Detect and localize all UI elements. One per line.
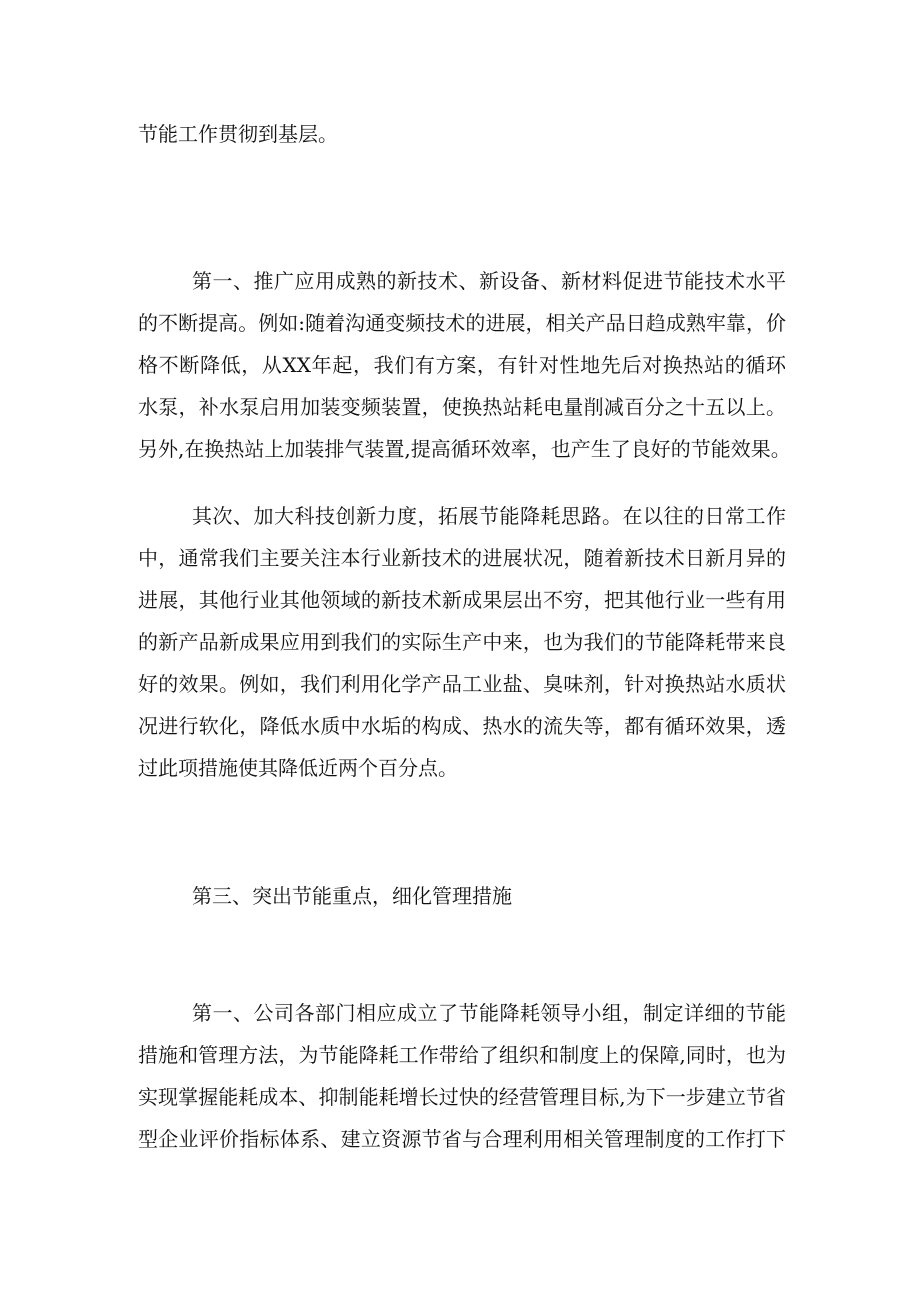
text-line: 的不断提高。例如:随着沟通变频技术的进展，相关产品日趋成熟牢靠，价 bbox=[138, 311, 786, 335]
text-line: 第一、公司各部门相应成立了节能降耗领导小组，制定详细的节能 bbox=[192, 1001, 786, 1025]
text-line: 过此项措施使其降低近两个百分点。 bbox=[138, 756, 458, 780]
text-line: 中，通常我们主要关注本行业新技术的进展状况，随着新技术日新月异的 bbox=[138, 546, 786, 570]
text-line: 第一、推广应用成熟的新技术、新设备、新材料促进节能技术水平 bbox=[192, 269, 786, 293]
text-line: 好的效果。例如，我们利用化学产品工业盐、臭味剂，针对换热站水质状 bbox=[138, 672, 786, 696]
text-line: 节能工作贯彻到基层。 bbox=[138, 122, 338, 146]
text-line: 另外,在换热站上加装排气装置,提高循环效率，也产生了良好的节能效果。 bbox=[138, 437, 791, 461]
text-line: 水泵，补水泵启用加装变频装置，使换热站耗电量削减百分之十五以上。 bbox=[138, 395, 786, 419]
text-line: 实现掌握能耗成本、抑制能耗增长过快的经营管理目标,为下一步建立节省 bbox=[138, 1085, 786, 1109]
text-line: 况进行软化，降低水质中水垢的构成、热水的流失等，都有循环效果，透 bbox=[138, 714, 786, 738]
text-line: 型企业评价指标体系、建立资源节省与合理利用相关管理制度的工作打下 bbox=[138, 1127, 786, 1151]
text-line: 的新产品新成果应用到我们的实际生产中来，也为我们的节能降耗带来良 bbox=[138, 630, 786, 654]
text-line: 其次、加大科技创新力度，拓展节能降耗思路。在以往的日常工作 bbox=[192, 504, 786, 528]
text-line: 措施和管理方法，为节能降耗工作带给了组织和制度上的保障,同时，也为 bbox=[138, 1043, 786, 1067]
text-line: 格不断降低，从XX年起，我们有方案，有针对性地先后对换热站的循环 bbox=[138, 353, 786, 377]
text-line: 进展，其他行业其他领域的新技术新成果层出不穷，把其他行业一些有用 bbox=[138, 588, 786, 612]
section-heading: 第三、突出节能重点，细化管理措施 bbox=[192, 884, 512, 908]
